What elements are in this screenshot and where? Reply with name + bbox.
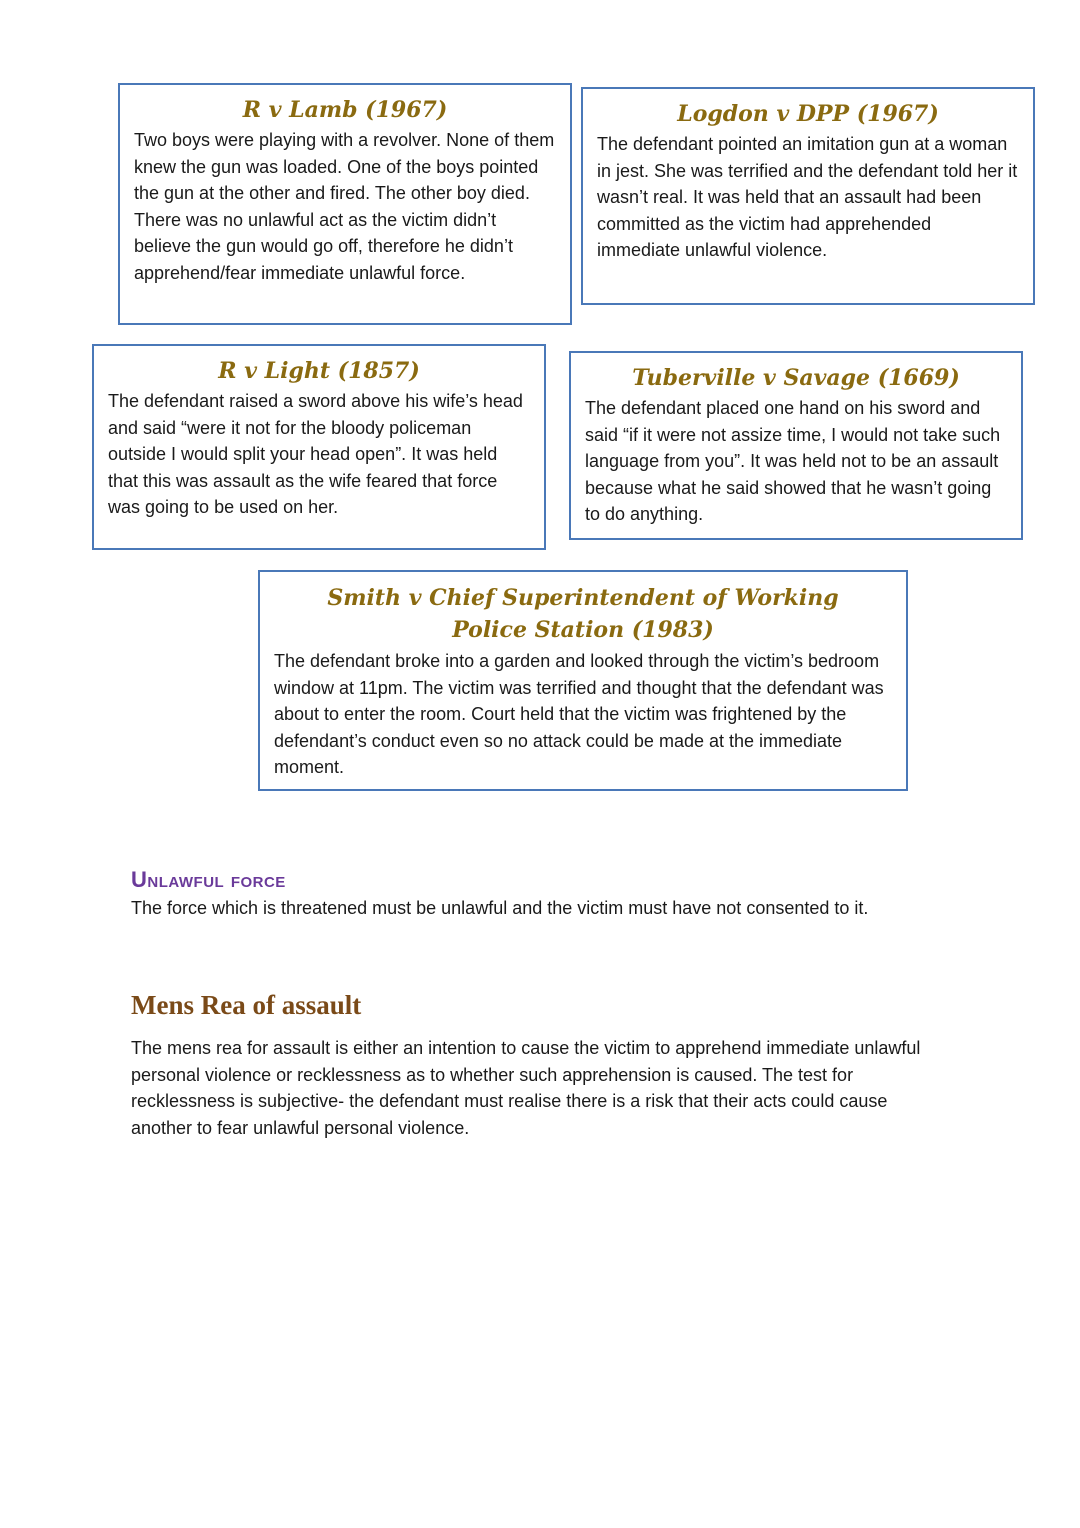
unlawful-force-heading: Unlawful force [131, 867, 286, 892]
case-box-tuberville [569, 351, 1023, 540]
case-title: R v Lamb (1967) [242, 97, 448, 123]
case-title: R v Light (1857) [218, 358, 420, 384]
case-title: Logdon v DPP (1967) [677, 101, 939, 127]
case-text: The defendant pointed an imitation gun at a woman in jest. She was terrified and the defendant told her it wasn’t real. It was held that an assault had been committed as the victim had apprehended immediate unlawful violence. [597, 134, 1018, 260]
mens-rea-heading: Mens Rea of assault [131, 990, 362, 1020]
mens-rea-text: The mens rea for assault is either an intention to cause the victim to apprehend immediate unlawful personal violence or recklessness as to whether such apprehension is caused. The test for recklessness is subjective- the defendant must realise there is a risk that their acts could cause another to fear unlawful personal violence. [131, 1038, 921, 1138]
case-box-smith [258, 570, 908, 791]
case-text: The defendant placed one hand on his sword and said “if it were not assize time, I would not take such language from you”. It was held not to be an assault because what he said showed that he wasn’t going to do anything. [585, 398, 1001, 524]
case-box-light [92, 344, 546, 550]
case-text: The defendant raised a sword above his wife’s head and said “were it not for the bloody policeman outside I would split your head open”. It was held that this was assault as the wife feared that force was going to be used on her. [108, 391, 523, 517]
case-title: Smith v Chief Superintendent of Working Police Station (1983) [327, 585, 839, 643]
case-text: Two boys were playing with a revolver. None of them knew the gun was loaded. One of the boys pointed the gun at the other and fired. The other boy died. There was no unlawful act as the victim didn’t believe the gun would go off, therefore he didn’t apprehend/fear immediate unlawful force. [134, 130, 555, 283]
case-text: The defendant broke into a garden and looked through the victim’s bedroom window at 11pm. The victim was terrified and thought that the defendant was about to enter the room. Court held that the victim was frightened by the defendant’s conduct even so no attack could be made at the immediate moment. [274, 651, 884, 777]
case-box-logdon [581, 87, 1035, 305]
case-title: Tuberville v Savage (1669) [632, 365, 960, 391]
unlawful-force-text: The force which is threatened must be unlawful and the victim must have not consented to it. [131, 898, 869, 918]
case-box-lamb [118, 83, 572, 325]
